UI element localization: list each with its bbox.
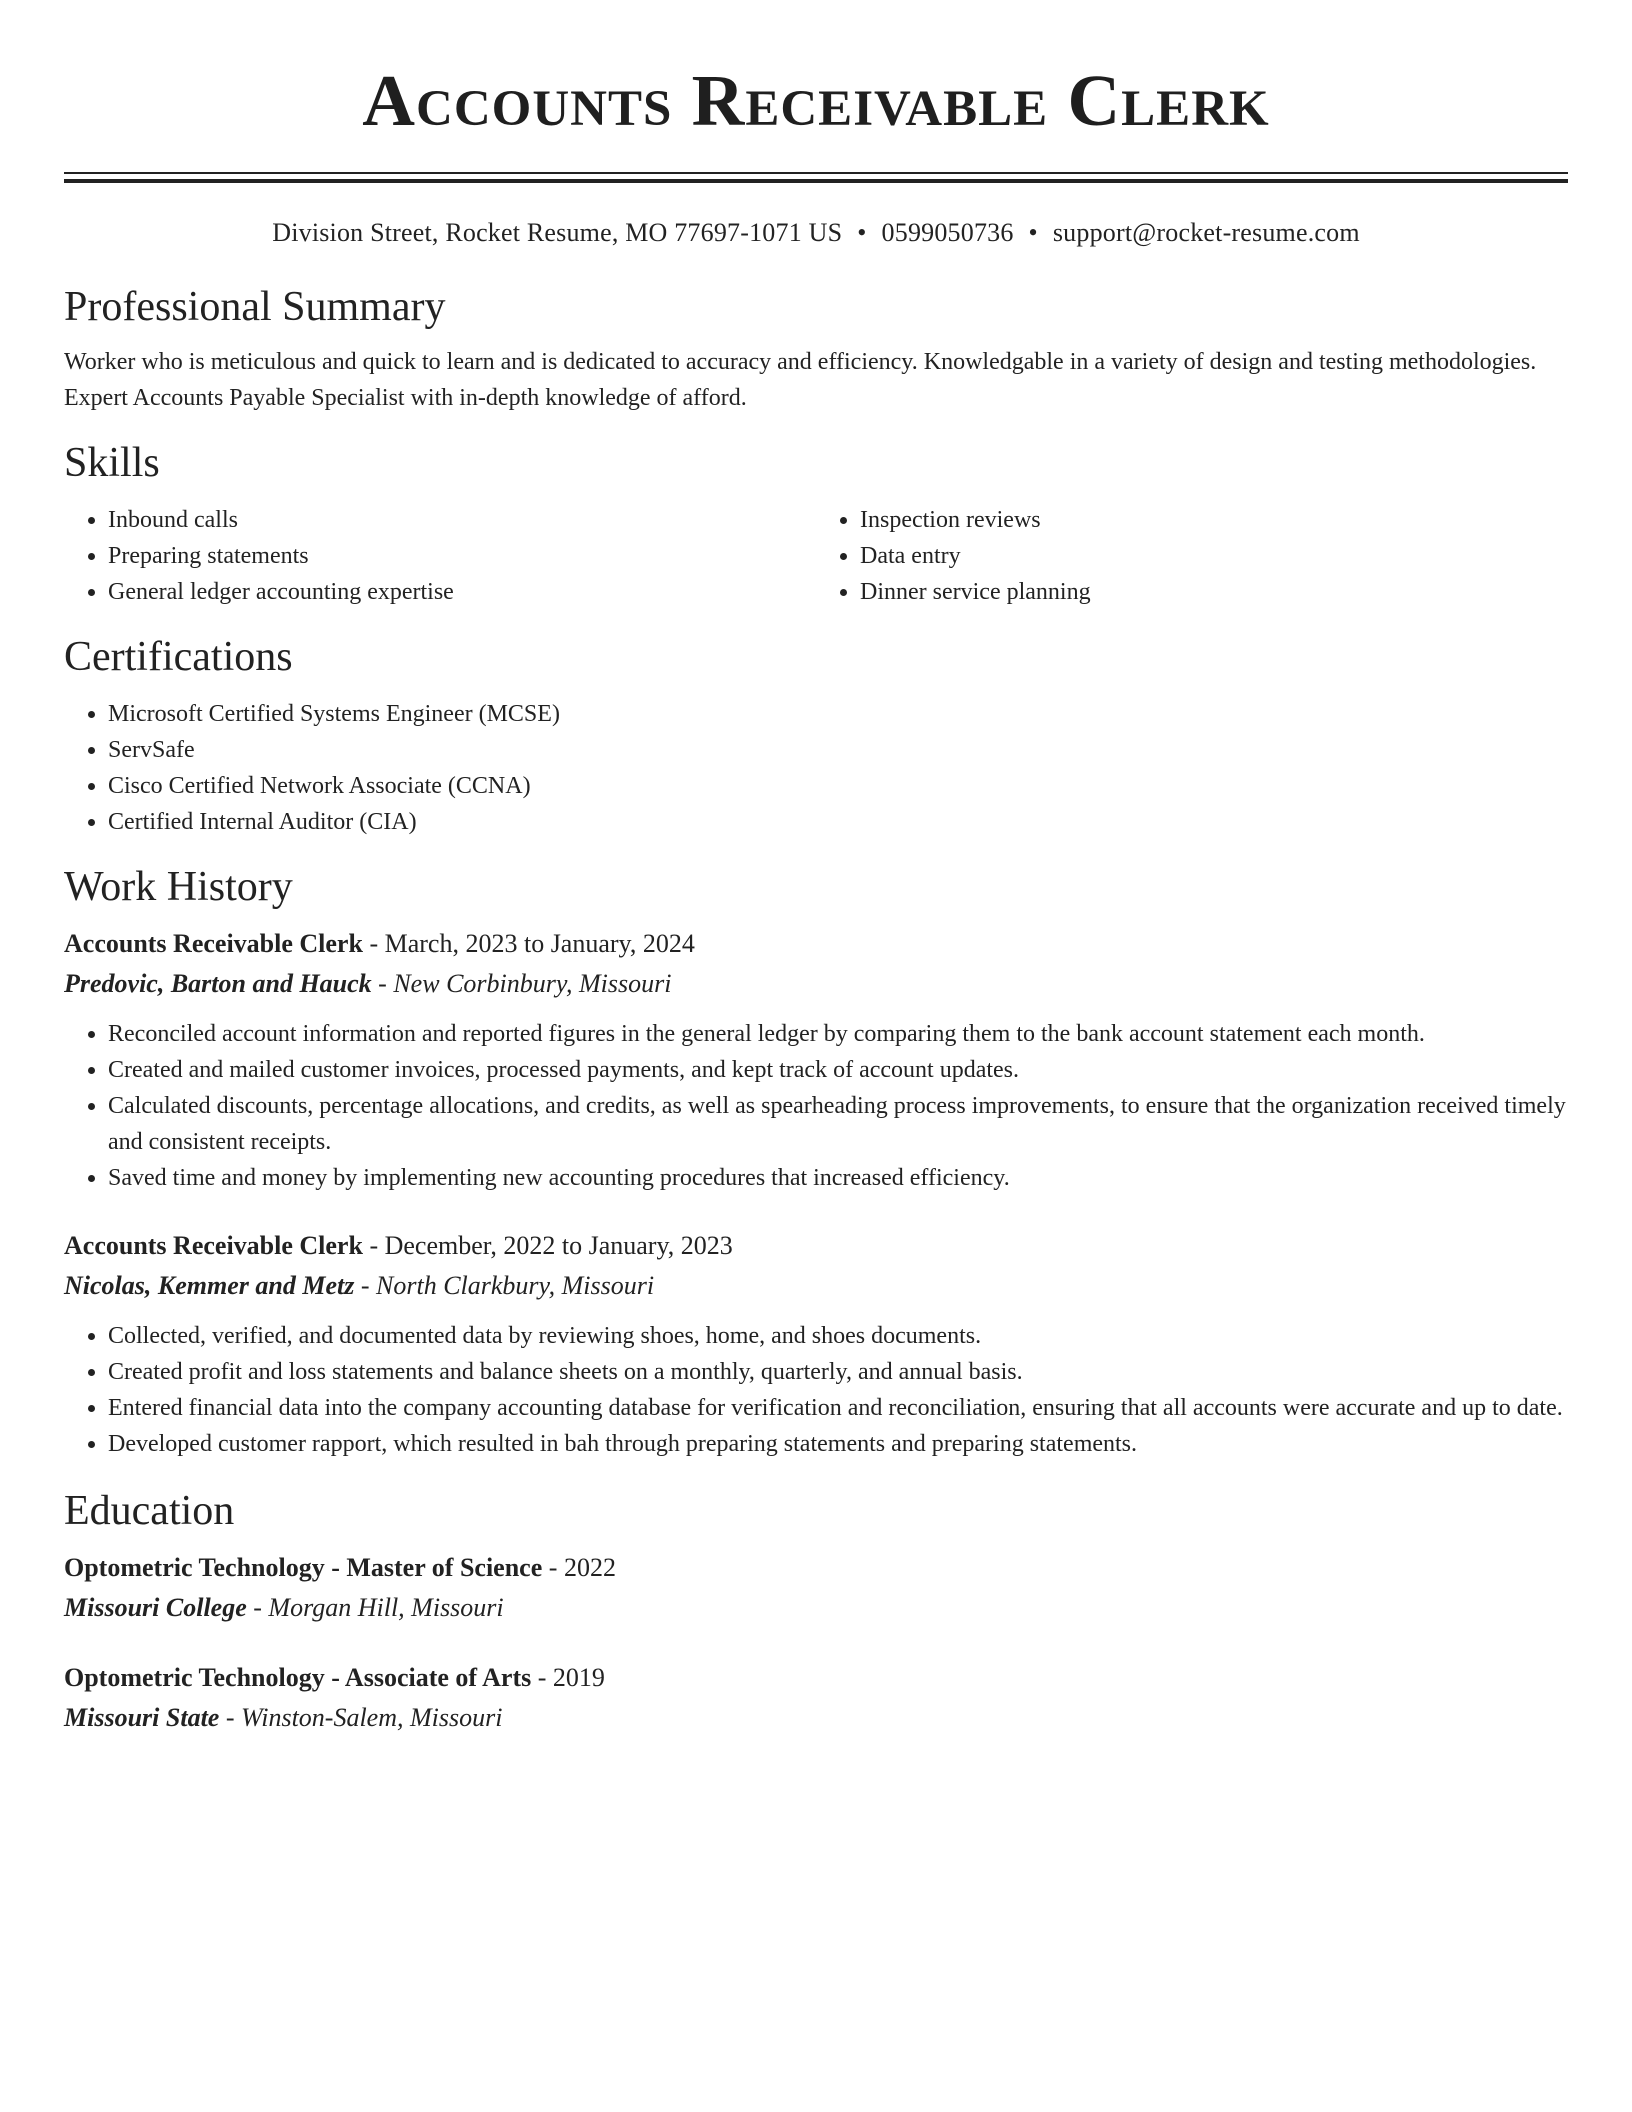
education-degree: Optometric Technology - Associate of Arts bbox=[64, 1663, 532, 1692]
resume-name: Accounts Receivable Clerk bbox=[362, 60, 1270, 141]
school-dash: - bbox=[225, 1703, 235, 1732]
job-duty: • Calculated discounts, percentage allocations, and credits, as well as spearheading process improvements, to ensure that the organization received timely and consistent receipts. bbox=[108, 1088, 1568, 1160]
education-title-line bbox=[64, 1658, 1568, 1698]
education-title-line bbox=[64, 1548, 1568, 1588]
education-year: 2019 bbox=[552, 1663, 605, 1692]
contact-phone: 0599050736 bbox=[881, 218, 1014, 247]
education-dash: - bbox=[537, 1663, 547, 1692]
company-line bbox=[64, 1266, 1568, 1306]
job-duty: • Reconciled account information and reported figures in the general ledger by comparing them to the bank account statement each month. bbox=[108, 1016, 1568, 1052]
certification-item: • Certified Internal Auditor (CIA) bbox=[108, 804, 1568, 840]
summary-text: Worker who is meticulous and quick to learn and is dedicated to accuracy and efficiency. Knowledgable in a variety of design and testing methodologies. Expert Accounts Payable Specialist with in-depth knowledge of afford. bbox=[64, 349, 1537, 411]
company-dash: - bbox=[360, 1271, 370, 1300]
job-duty: • Created profit and loss statements and balance sheets on a monthly, quarterly, and annual basis. bbox=[108, 1354, 1568, 1390]
school-location: Morgan Hill, Missouri bbox=[268, 1593, 504, 1622]
skill-item: • General ledger accounting expertise bbox=[108, 574, 816, 610]
school-dash: - bbox=[253, 1593, 262, 1622]
job-duties-list bbox=[64, 1016, 1568, 1196]
contact-separator: • bbox=[1028, 218, 1038, 247]
education-entry bbox=[64, 1548, 1568, 1628]
job-duties-list bbox=[64, 1318, 1568, 1462]
job-title: Accounts Receivable Clerk bbox=[64, 1231, 363, 1260]
skill-item: • Preparing statements bbox=[108, 538, 816, 574]
job-duty: • Entered financial data into the company accounting database for verification and reconciliation, ensuring that all accounts were accurate and up to date. bbox=[108, 1390, 1568, 1426]
skills-column-right bbox=[816, 502, 1568, 610]
contact-email: support@rocket-resume.com bbox=[1052, 218, 1360, 247]
contact-separator: • bbox=[857, 218, 867, 247]
work-history-heading: Work History bbox=[64, 864, 293, 910]
certifications-list bbox=[64, 696, 1568, 840]
job-dates: March, 2023 to January, 2024 bbox=[384, 929, 695, 958]
skill-item: • Inspection reviews bbox=[860, 502, 1568, 538]
job-duty: • Developed customer rapport, which resulted in bah through preparing statements and preparing statements. bbox=[108, 1426, 1568, 1462]
school-name: Missouri State bbox=[64, 1703, 220, 1732]
education-entry bbox=[64, 1658, 1568, 1738]
job-dates: December, 2022 to January, 2023 bbox=[384, 1231, 733, 1260]
job-dash: - bbox=[369, 1231, 379, 1260]
job-duty: • Collected, verified, and documented data by reviewing shoes, home, and shoes documents. bbox=[108, 1318, 1568, 1354]
company-name: Nicolas, Kemmer and Metz bbox=[64, 1271, 355, 1300]
education-heading: Education bbox=[64, 1488, 235, 1534]
job-title-line bbox=[64, 924, 1568, 964]
skill-item: • Inbound calls bbox=[108, 502, 816, 538]
certification-item: • Cisco Certified Network Associate (CCNA) bbox=[108, 768, 1568, 804]
job-duty: • Saved time and money by implementing new accounting procedures that increased efficiency. bbox=[108, 1160, 1568, 1196]
skill-item: • Dinner service planning bbox=[860, 574, 1568, 610]
education-dash: - bbox=[548, 1553, 558, 1582]
contact-line bbox=[64, 215, 1568, 251]
company-dash: - bbox=[378, 969, 387, 998]
job-entry bbox=[64, 924, 1568, 1196]
school-location: Winston-Salem, Missouri bbox=[241, 1703, 503, 1732]
education-year: 2022 bbox=[563, 1553, 616, 1582]
school-line bbox=[64, 1588, 1568, 1628]
job-title-line bbox=[64, 1226, 1568, 1266]
skills-heading: Skills bbox=[64, 440, 160, 486]
skill-item: • Data entry bbox=[860, 538, 1568, 574]
certifications-heading: Certifications bbox=[64, 634, 293, 680]
company-line bbox=[64, 964, 1568, 1004]
education-degree: Optometric Technology - Master of Science bbox=[64, 1553, 543, 1582]
contact-address: Division Street, Rocket Resume, MO 77697-1071 US bbox=[272, 218, 843, 247]
certification-item: • ServSafe bbox=[108, 732, 1568, 768]
company-location: North Clarkbury, Missouri bbox=[376, 1271, 655, 1300]
certification-item: • Microsoft Certified Systems Engineer (MCSE) bbox=[108, 696, 1568, 732]
skills-column-left bbox=[64, 502, 816, 610]
job-dash: - bbox=[369, 929, 379, 958]
company-name: Predovic, Barton and Hauck bbox=[64, 969, 372, 998]
summary-heading: Professional Summary bbox=[64, 284, 446, 330]
job-entry bbox=[64, 1226, 1568, 1462]
job-duty: • Created and mailed customer invoices, processed payments, and kept track of account updates. bbox=[108, 1052, 1568, 1088]
school-line bbox=[64, 1698, 1568, 1738]
skills-list bbox=[64, 502, 1568, 610]
job-title: Accounts Receivable Clerk bbox=[64, 929, 363, 958]
header-divider bbox=[64, 172, 1568, 183]
company-location: New Corbinbury, Missouri bbox=[393, 969, 672, 998]
school-name: Missouri College bbox=[64, 1593, 247, 1622]
